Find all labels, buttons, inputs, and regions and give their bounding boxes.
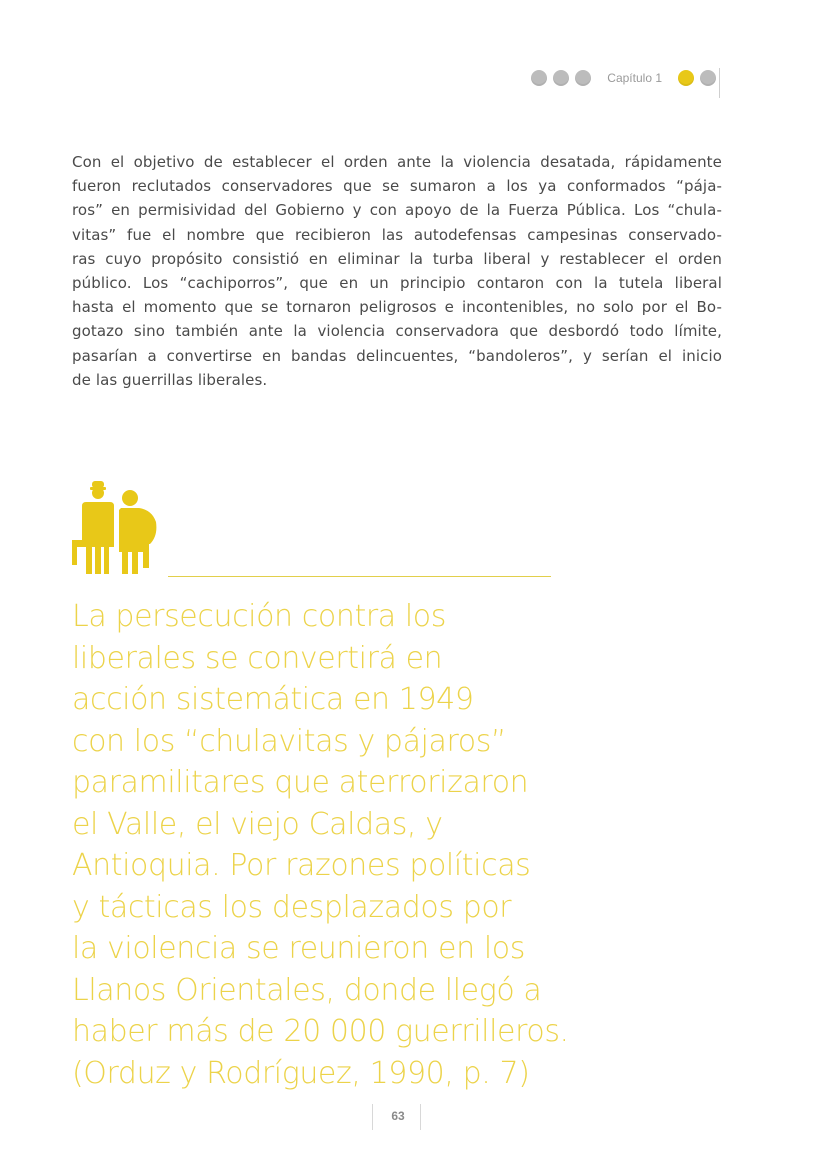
chapter-dot-active-icon [678, 70, 694, 86]
body-paragraph [72, 150, 722, 392]
quote-line: haber más de 20 000 guerrilleros. [72, 1014, 569, 1049]
body-line: gotazo sino también ante la violencia conservadora que desbordó todo límite, [72, 322, 722, 341]
body-line: ras cuyo propósito consistió en eliminar la turba liberal y restablecer el orden [72, 249, 722, 268]
quote-line: el Valle, el viejo Caldas, y [72, 806, 443, 842]
couple-people-icon [72, 480, 158, 578]
body-line: Con el objetivo de establecer el orden ante la violencia desatada, rápidamente [72, 153, 722, 171]
quote-line: acción sistemática en 1949 [72, 682, 474, 717]
page-number: 63 [391, 1109, 405, 1123]
body-line: vitas” fue el nombre que recibieron las autodefensas campesinas conservado- [72, 225, 722, 244]
quote-line: La persecución contra los [72, 599, 446, 634]
footer-divider-right [420, 1104, 421, 1130]
quote-line: con los “chulavitas y pájaros” [72, 723, 507, 759]
chapter-dot-icon-2 [553, 70, 569, 86]
quote-line: Llanos Orientales, donde llegó a [72, 972, 542, 1008]
quote-line: la violencia se reunieron en los [72, 931, 525, 966]
chapter-label: Capítulo 1 [607, 71, 662, 85]
chapter-header [531, 70, 722, 86]
chapter-dot-icon-3 [575, 70, 591, 86]
quote-divider [168, 576, 551, 577]
chapter-dot-icon-4 [700, 70, 716, 86]
footer-divider-left [372, 1104, 373, 1130]
body-line: público. Los “cachiporros”, que en un principio contaron con la tutela liberal [72, 274, 722, 293]
quote-line: Antioquia. Por razones políticas [72, 848, 531, 883]
body-line: de las guerrillas liberales. [72, 370, 268, 389]
quote-line: paramilitares que aterrorizaron [72, 765, 529, 800]
body-line: fueron reclutados conservadores que se sumaron a los ya conformados “pája- [72, 177, 722, 196]
quote-line: liberales se convertirá en [72, 640, 443, 676]
body-line: ros” en permisividad del Gobierno y con apoyo de la Fuerza Pública. Los “chula- [72, 201, 722, 220]
header-divider [719, 68, 720, 98]
body-line: pasarían a convertirse en bandas delincuentes, “bandoleros”, y serían el inicio [72, 346, 722, 365]
pull-quote [72, 596, 592, 1094]
quote-citation: (Orduz y Rodríguez, 1990, p. 7) [72, 1055, 530, 1091]
body-line: hasta el momento que se tornaron peligrosos e incontenibles, no solo por el Bo- [72, 298, 722, 317]
chapter-dot-icon-1 [531, 70, 547, 86]
quote-line: y tácticas los desplazados por [72, 889, 512, 925]
